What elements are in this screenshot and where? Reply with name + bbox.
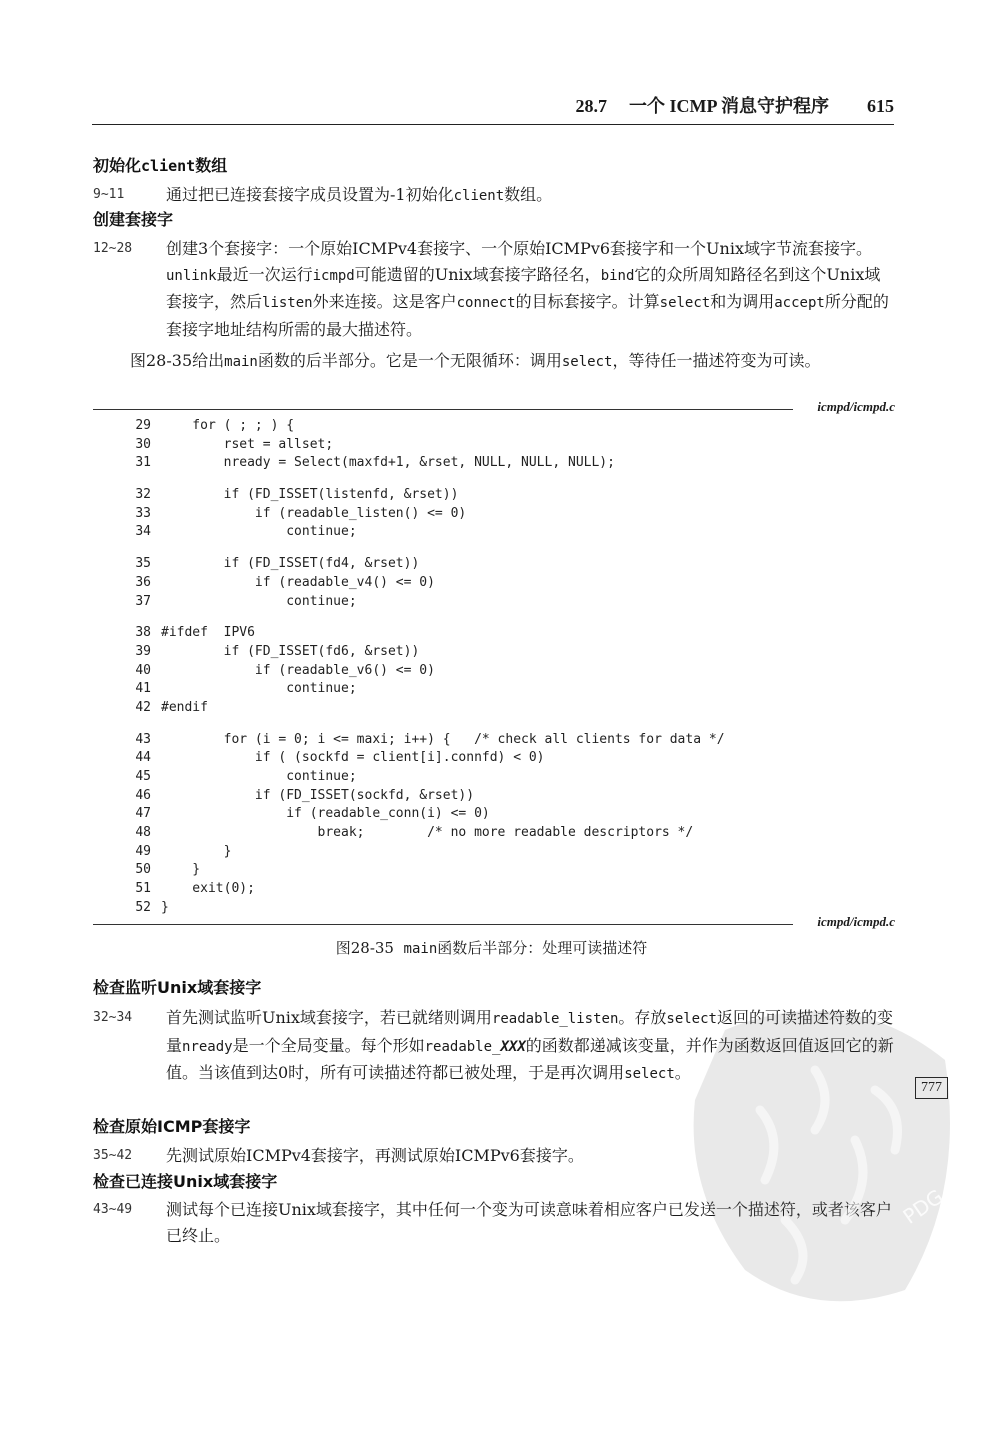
code-line [93,662,895,681]
code-line-number: 40 [135,662,151,678]
code-line-source: nready = Select(maxfd+1, &rset, NULL, NULL, NULL); [161,455,615,471]
code-line-source: if (readable_conn(i) <= 0) [161,806,490,822]
line-ref: 43~49 [93,1202,133,1217]
code-line-source: continue; [161,681,357,697]
code-line-number: 39 [135,643,151,659]
heading-init-client [93,156,227,176]
code-line [93,555,895,574]
line-ref: 35~42 [93,1148,133,1163]
code-line-number: 32 [135,487,151,503]
listing-top-rule [93,409,793,410]
code-gap [93,611,895,624]
code-line-source: } [161,843,232,859]
code-line-source: break; /* no more readable descriptors */ [161,825,694,841]
paragraph-check-icmp [93,1143,895,1169]
code-line-source: if (FD_ISSET(sockfd, &rset)) [161,787,475,803]
code-line-number: 37 [135,593,151,609]
heading-code: client [141,157,196,175]
code-line [93,843,895,862]
listing-file-label-bottom: icmpd/icmpd.c [817,914,895,929]
code-line-number: 49 [135,843,151,859]
code-line-number: 38 [135,625,151,641]
paragraph-figure-intro: 图28-35给出main函数的后半部分。它是一个无限循环：调用select，等待任一描述符变为可读。 [130,351,821,370]
code-line-number: 36 [135,574,151,590]
caption-code: main [403,941,438,957]
chapter-title: 一个 ICMP 消息守护程序 [629,96,829,116]
code-line-source: if (FD_ISSET(fd6, &rset)) [161,643,420,659]
code-line-source: continue; [161,593,357,609]
code-line-source: exit(0); [161,881,255,897]
code-line-source: continue; [161,769,357,784]
code-line-number: 34 [135,524,151,540]
code-line-source: } [161,862,201,878]
heading-create-sockets: 创建套接字 [93,210,174,229]
paragraph-text: 通过把已连接套接字成员设置为-1初始化client数组。 [166,185,553,204]
code-line-source: continue; [161,524,357,540]
paragraph-init-client [93,182,895,210]
code-line [93,523,895,542]
code-line [93,593,895,612]
code-listing [93,417,895,918]
heading-check-connected: 检查已连接Unix域套接字 [93,1172,278,1191]
code-line-number: 52 [135,899,151,915]
code-line-source: if (FD_ISSET(fd4, &rset)) [161,556,420,572]
code-line-number: 46 [135,787,151,803]
code-line [93,680,895,699]
code-line-number: 35 [135,556,151,572]
code-line-source: for (i = 0; i <= maxi; i++) { /* check all clients for data */ [161,731,725,747]
paragraph-text: 创建3个套接字：一个原始ICMPv4套接字、一个原始ICMPv6套接字和一个Unix域字节流套接字。unlink最近一次运行icmpd可能遗留的Unix域套接字路径名，bind它的众所周知路径名到这个Unix域套接字，然后listen外来连接。这是客户connect的目标套接字。计算select和为调用accept所分配的套接字地址结构所需的最大描述符。 [166,239,889,339]
code-line [93,805,895,824]
code-line [93,574,895,593]
code-line [93,749,895,768]
code-line-number: 44 [135,750,151,766]
code-line [93,643,895,662]
listing-file-label-top: icmpd/icmpd.c [817,399,895,414]
listing-bottom-rule [93,924,793,925]
paragraph-text: 先测试原始ICMPv4套接字，再测试原始ICMPv6套接字。 [166,1146,584,1165]
code-line-number: 47 [135,806,151,822]
code-line [93,436,895,455]
code-line-number: 31 [135,455,151,471]
code-line-number: 50 [135,862,151,878]
watermark-text: PDG [898,1184,948,1229]
code-line [93,454,895,473]
code-line-number: 33 [135,505,151,521]
paragraph-create-sockets [93,236,895,342]
code-line-source: if ( (sockfd = client[i].connfd) < 0) [161,750,545,766]
code-line [93,824,895,843]
code-line [93,417,895,436]
code-line-source: } [161,899,169,915]
code-line-number: 45 [135,769,151,784]
code-line-number: 51 [135,881,151,897]
code-line-number: 30 [135,436,151,452]
code-line-source: if (readable_listen() <= 0) [161,505,467,521]
code-line [93,624,895,643]
code-line-number: 42 [135,699,151,715]
line-ref: 9~11 [93,187,125,202]
code-line [93,505,895,524]
heading-text: 数组 [195,156,228,175]
code-line-source: #endif [161,699,208,715]
paragraph-text: 测试每个已连接Unix域套接字，其中任何一个变为可读意味着相应客户已发送一个描述符，或者该客户已终止。 [166,1200,892,1245]
paragraph-check-listen [93,1005,895,1088]
code-line [93,699,895,718]
code-line-number: 29 [135,418,151,433]
heading-check-icmp: 检查原始ICMP套接字 [93,1117,251,1136]
code-line-number: 41 [135,681,151,697]
code-line [93,787,895,806]
caption-text: 函数后半部分：处理可读描述符 [437,939,648,957]
margin-page-reference: 777 [915,1077,948,1099]
section-number: 28.7 [575,96,607,116]
paragraph-check-connected [93,1197,895,1248]
line-ref: 32~34 [93,1010,133,1025]
line-ref: 12~28 [93,241,133,256]
code-line-source: for ( ; ; ) { [161,418,295,433]
code-line-number: 43 [135,731,151,747]
code-line [93,861,895,880]
code-line [93,768,895,787]
code-line-source: if (readable_v4() <= 0) [161,574,435,590]
code-gap [93,718,895,731]
code-line-source: #ifdef IPV6 [161,625,255,641]
code-gap [93,473,895,486]
code-line-source: if (FD_ISSET(listenfd, &rset)) [161,487,459,503]
page-header [92,90,894,125]
heading-check-listen: 检查监听Unix域套接字 [93,978,262,997]
paragraph-text: 首先测试监听Unix域套接字，若已就绪则调用readable_listen。存放select返回的可读描述符数的变量nready是一个全局变量。每个形如readable_XXX的函数都递减该变量，并作为函数返回值返回它的新值。当该值到达0时，所有可读描述符都已被处理，于是再次调用select。 [166,1008,894,1082]
code-line-source: rset = allset; [161,436,334,452]
code-line [93,899,895,918]
heading-text: 初始化 [93,156,142,175]
code-gap [93,542,895,555]
caption-label: 图28-35 [335,939,394,957]
code-line [93,880,895,899]
code-line-source: if (readable_v6() <= 0) [161,662,435,678]
code-line-number: 48 [135,825,151,841]
code-line [93,486,895,505]
code-line [93,731,895,750]
figure-caption [0,937,983,958]
page-number: 615 [867,96,894,116]
